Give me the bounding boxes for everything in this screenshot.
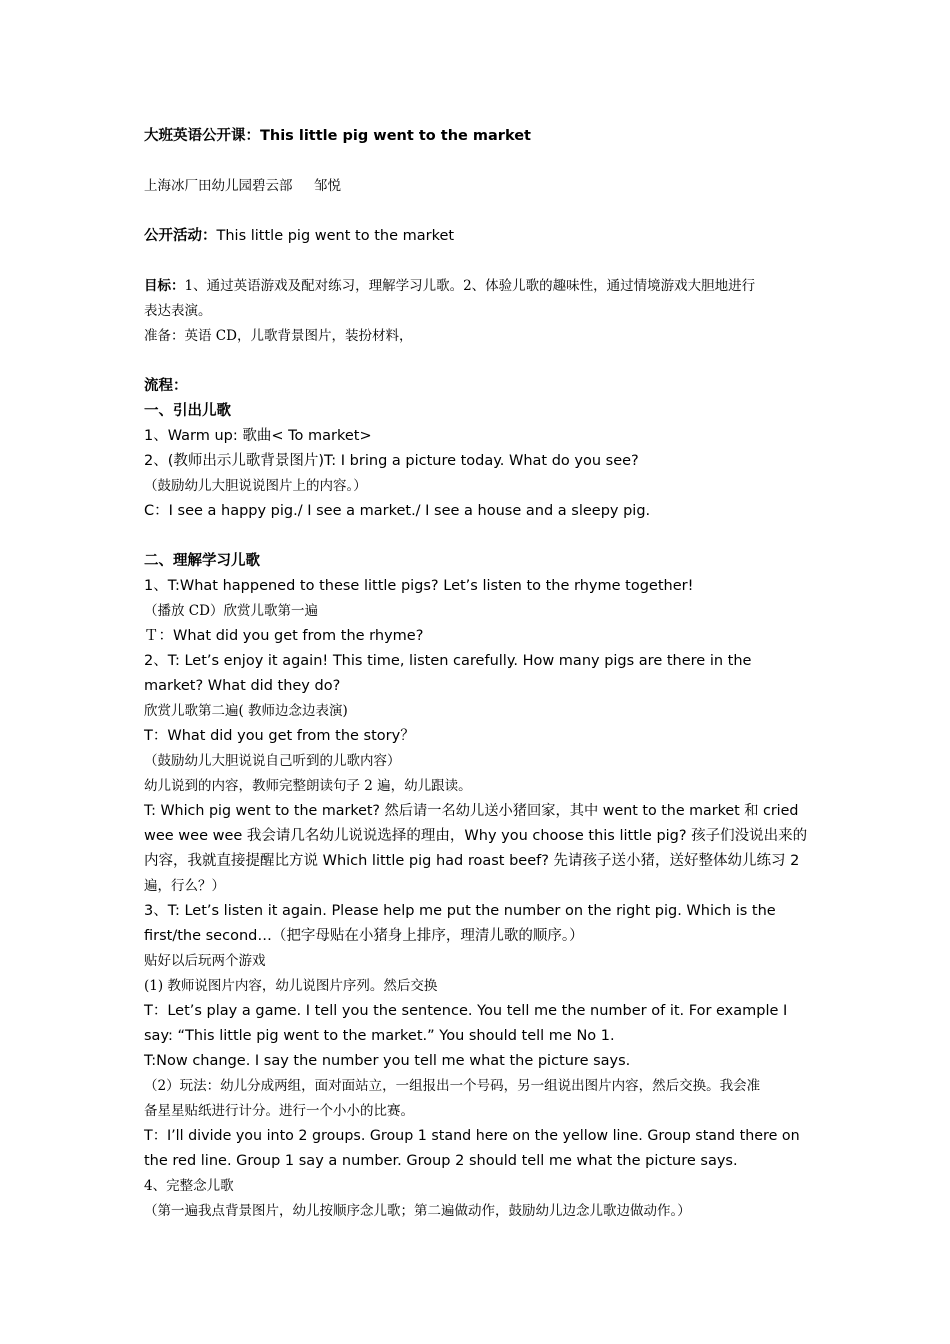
s2-line: Ｔ：What did you get from the rhyme? (144, 628, 424, 644)
s2-line: first/the second…（把字母贴在小猪身上排序，理清儿歌的顺序。） (144, 928, 584, 944)
prep-line: 准备：英语 CD，儿歌背景图片，装扮材料， (144, 328, 413, 344)
s2-line: market? What did they do? (144, 678, 341, 694)
s2-line: 欣赏儿歌第二遍( 教师边念边表演) (144, 703, 348, 719)
section-2-title: 二、理解学习儿歌 (144, 553, 260, 569)
s2-line: say: “This little pig went to the market.” You should tell me No 1. (144, 1028, 615, 1044)
activity-value: This little pig went to the market (216, 228, 455, 244)
s2-line: the red line. Group 1 say a number. Group 2 should tell me what the picture says. (144, 1153, 738, 1169)
s2-line: (1) 教师说图片内容，幼儿说图片序列。然后交换 (144, 978, 438, 994)
s2-line: （鼓励幼儿大胆说说自己听到的儿歌内容） (144, 753, 401, 769)
s2-line: 幼儿说到的内容，教师完整朗读句子 2 遍，幼儿跟读。 (144, 778, 472, 794)
goal-line-2: 表达表演。 (144, 303, 212, 319)
s2-line: 遍，行么？） (144, 878, 225, 894)
s2-line: 1、T:What happened to these little pigs? Let’s listen to the rhyme together! (144, 578, 694, 594)
s1-line: C：I see a happy pig./ I see a market./ I see a house and a sleepy pig. (144, 503, 651, 519)
section-1-title: 一、引出儿歌 (144, 403, 231, 419)
s2-line: wee wee wee 我会请几名幼儿说说选择的理由，Why you choose this little pig? 孩子们没说出来的 (144, 828, 808, 844)
s2-line: T：I’ll divide you into 2 groups. Group 1 stand here on the yellow line. Group stand there on (144, 1128, 800, 1144)
title-en: This little pig went to the market (260, 128, 531, 144)
s2-line: T: Which pig went to the market? 然后请一名幼儿送小猪回家，其中 went to the market 和 cried (144, 803, 799, 819)
s1-line: （鼓励幼儿大胆说说图片上的内容。） (144, 478, 367, 494)
s2-line: 内容，我就直接提醒比方说 Which little pig had roast beef? 先请孩子送小猪，送好整体幼儿练习 2 (144, 853, 800, 869)
s2-line: T：Let’s play a game. I tell you the sentence. You tell me the number of it. For example I (144, 1003, 788, 1019)
goal-label: 目标： (144, 278, 185, 294)
s1-line: 2、(教师出示儿歌背景图片)T: I bring a picture today. What do you see? (144, 453, 639, 469)
s2-line: 贴好以后玩两个游戏 (144, 953, 266, 969)
goal-line-1 (144, 274, 808, 299)
s2-line: （第一遍我点背景图片，幼儿按顺序念儿歌；第二遍做动作，鼓励幼儿边念儿歌边做动作。） (144, 1203, 691, 1219)
s2-line: T：What did you get from the story？ (144, 728, 415, 744)
title-cn: 大班英语公开课： (144, 128, 260, 144)
process-label: 流程： (144, 378, 188, 394)
s2-line: 4、完整念儿歌 (144, 1178, 234, 1194)
activity-label: 公开活动： (144, 228, 217, 244)
s2-line: 备星星贴纸进行计分。进行一个小小的比赛。 (144, 1103, 414, 1119)
goal-text: 1、通过英语游戏及配对练习，理解学习儿歌。2、体验儿歌的趣味性，通过情境游戏大胆地进行 (184, 278, 756, 294)
s2-line: 3、T: Let’s listen it again. Please help me put the number on the right pig. Which is the (144, 903, 776, 919)
s2-line: （2）玩法：幼儿分成两组，面对面站立，一组报出一个号码，另一组说出图片内容，然后交换。我会准 (144, 1078, 761, 1094)
s2-line: （播放 CD）欣赏儿歌第一遍 (144, 603, 318, 619)
s2-line: 2、T: Let’s enjoy it again! This time, listen carefully. How many pigs are there in the (144, 653, 752, 669)
document-body (144, 124, 808, 1224)
activity-line (144, 224, 808, 249)
s2-line: T:Now change. I say the number you tell me what the picture says. (144, 1053, 631, 1069)
document-title (144, 124, 808, 149)
s1-line: 1、Warm up: 歌曲< To market> (144, 428, 372, 444)
author-line: 上海冰厂田幼儿园碧云部 邹悦 (144, 178, 341, 194)
